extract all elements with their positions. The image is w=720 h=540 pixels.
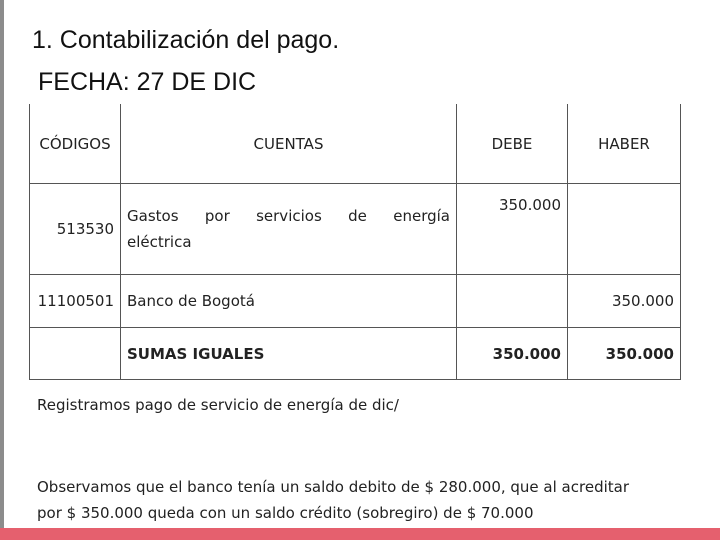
cell-haber xyxy=(568,184,681,275)
slide-title: 1. Contabilización del pago. xyxy=(32,26,340,54)
header-cuentas: CUENTAS xyxy=(121,104,457,184)
note-registro: Registramos pago de servicio de energía de dic/ xyxy=(37,396,399,414)
note-observacion-line2: por $ 350.000 queda con un saldo crédito (sobregiro) de $ 70.000 xyxy=(37,504,534,522)
ledger-table xyxy=(29,104,681,380)
table-row xyxy=(30,184,681,275)
totals-label: SUMAS IGUALES xyxy=(121,328,457,380)
cell-cuenta xyxy=(121,184,457,275)
slide-bottom-bar xyxy=(0,528,720,540)
cell-codigo-empty xyxy=(30,328,121,380)
ledger-document xyxy=(27,104,708,528)
cell-debe: 350.000 xyxy=(457,184,568,275)
header-codigos: CÓDIGOS xyxy=(30,104,121,184)
totals-debe: 350.000 xyxy=(457,328,568,380)
cell-cuenta-line1: Gastos por servicios de energía xyxy=(127,207,450,225)
header-debe: DEBE xyxy=(457,104,568,184)
note-observacion-line1: Observamos que el banco tenía un saldo debito de $ 280.000, que al acreditar xyxy=(37,478,629,496)
cell-cuenta: Banco de Bogotá xyxy=(121,275,457,328)
note-observacion xyxy=(37,474,705,526)
totals-haber: 350.000 xyxy=(568,328,681,380)
table-header-row xyxy=(30,104,681,184)
cell-cuenta-line2: eléctrica xyxy=(127,233,192,251)
table-row xyxy=(30,275,681,328)
cell-codigo: 513530 xyxy=(30,184,121,275)
cell-codigo: 11100501 xyxy=(30,275,121,328)
header-haber: HABER xyxy=(568,104,681,184)
slide-left-border xyxy=(0,0,4,540)
totals-row xyxy=(30,328,681,380)
slide-date: FECHA: 27 DE DIC xyxy=(38,68,257,96)
cell-haber: 350.000 xyxy=(568,275,681,328)
cell-debe xyxy=(457,275,568,328)
